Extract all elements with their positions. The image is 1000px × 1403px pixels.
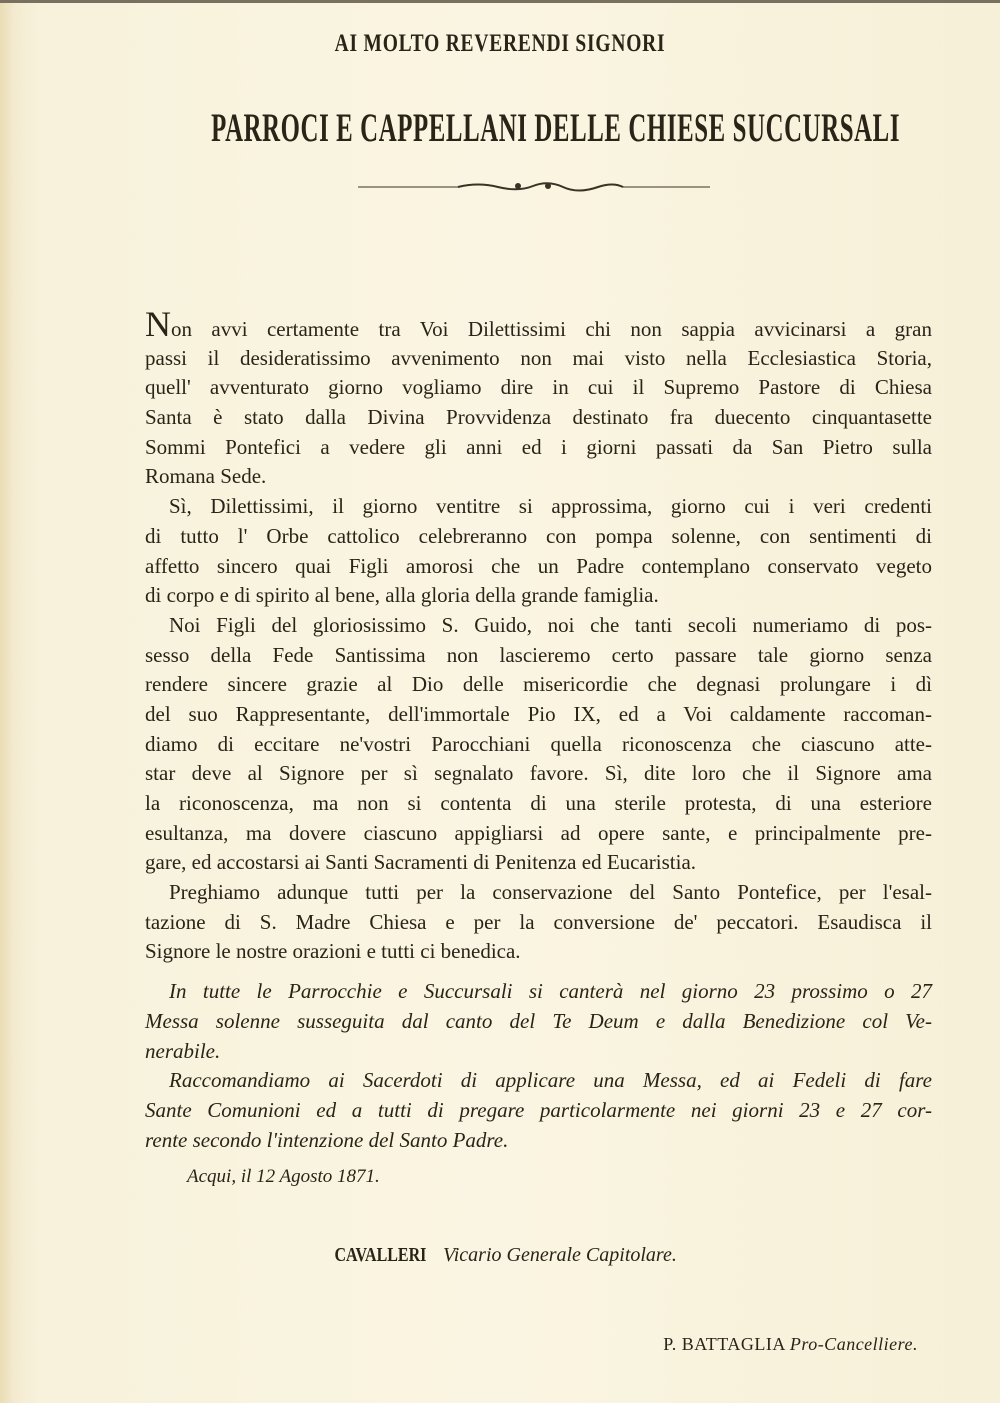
date-line: Acqui, il 12 Agosto 1871. [187, 1166, 380, 1187]
text-line: Sì, Dilettissimi, il giorno ventitre si approssima, giorno cui i veri credenti [169, 494, 932, 519]
text-line: Messa solenne susseguita dal canto del Te Deum e dalla Benedizione col Ve- [145, 1008, 932, 1033]
text-line: nerabile. [145, 1038, 221, 1063]
text-line: Santa è stato dalla Divina Provvidenza destinato fra duecento cinquantasette [145, 405, 932, 430]
text-line: star deve al Signore per sì segnalato favore. Sì, dite loro che il Signore ama [145, 761, 932, 786]
text-line: quell' avventurato giorno vogliamo dire in cui il Supremo Pastore di Chiesa [145, 375, 932, 400]
address-heading-text: AI MOLTO REVERENDI SIGNORI [334, 30, 666, 57]
recipients-heading [0, 104, 1000, 151]
text-line: del suo Rappresentante, dell'immortale Pio IX, ed a Voi caldamente raccoman- [145, 701, 932, 726]
recipients-heading-text: PARROCI E CAPPELLANI DELLE CHIESE SUCCURSALI [211, 105, 901, 150]
paragraph [145, 611, 932, 878]
text-line: Noi Figli del gloriosissimo S. Guido, noi che tanti secoli numeriamo di pos- [169, 612, 932, 637]
signature-vicar-title: Vicario Generale Capitolare. [443, 1244, 677, 1266]
paragraph [145, 1066, 932, 1155]
text-line: rendere sincere grazie al Dio delle misericordie che degnasi prolungare i dì [145, 672, 932, 697]
paragraph [145, 977, 932, 1066]
signature-vicar-name: CAVALLERI [334, 1244, 427, 1266]
text-line: Romana Sede. [145, 464, 267, 489]
letter-body [145, 304, 932, 1155]
text-line: diamo di eccitare ne'vostri Parocchiani quella riconoscenza che ciascuno atte- [145, 731, 932, 756]
page-edge [0, 0, 1000, 3]
ornamental-rule-icon [358, 178, 710, 196]
text-line: sesso della Fede Santissima non lascieremo certo passare tale giorno senza [145, 642, 932, 667]
text-line: passi il desideratissimo avvenimento non mai visto nella Ecclesiastica Storia, [145, 345, 932, 370]
text-line: Sante Comunioni ed a tutti di pregare particolarmente nei giorni 23 e 27 cor- [145, 1097, 932, 1122]
text-line: di corpo e di spirito al bene, alla gloria della grande famiglia. [145, 583, 659, 608]
text-line: esultanza, ma dovere ciascuno appigliarsi ad opere sante, e principalmente pre- [145, 820, 932, 845]
text-line: rente secondo l'intenzione del Santo Padre. [145, 1127, 509, 1152]
paragraph [145, 492, 932, 611]
paragraph [145, 878, 932, 967]
signature-vicar [0, 1244, 1000, 1267]
text-line: Raccomandiamo ai Sacerdoti di applicare una Messa, ed ai Fedeli di fare [169, 1068, 932, 1093]
text-line: tazione di S. Madre Chiesa e per la conversione de' peccatori. Esaudisca il [145, 909, 932, 934]
signature-chancellor-name: P. BATTAGLIA [663, 1334, 785, 1354]
paragraph [145, 304, 932, 492]
text-line: la riconoscenza, ma non si contenta di una sterile protesta, di una esteriore [145, 791, 932, 815]
drop-cap: N [145, 304, 171, 344]
text-line: di tutto l' Orbe cattolico celebreranno con pompa solenne, con sentimenti di [145, 523, 932, 548]
text-line: In tutte le Parrocchie e Succursali si canterà nel giorno 23 prossimo o 27 [169, 979, 932, 1004]
signature-chancellor [663, 1334, 918, 1355]
text-line: gare, ed accostarsi ai Santi Sacramenti di Penitenza ed Eucaristia. [145, 850, 697, 875]
address-heading [0, 30, 1000, 58]
text-line: Non avvi certamente tra Voi Dilettissimi chi non sappia avvicinarsi a gran [145, 304, 932, 344]
text-line: Sommi Pontefici a vedere gli anni ed i giorni passati da San Pietro sulla [145, 434, 932, 459]
signature-chancellor-title: Pro-Cancelliere. [789, 1334, 918, 1354]
text-line: Preghiamo adunque tutti per la conservazione del Santo Pontefice, per l'esal- [169, 880, 932, 905]
text-line: affetto sincero quai Figli amorosi che un Padre contemplano conservato vegeto [145, 553, 932, 578]
text-line: Signore le nostre orazioni e tutti ci benedica. [145, 939, 521, 964]
